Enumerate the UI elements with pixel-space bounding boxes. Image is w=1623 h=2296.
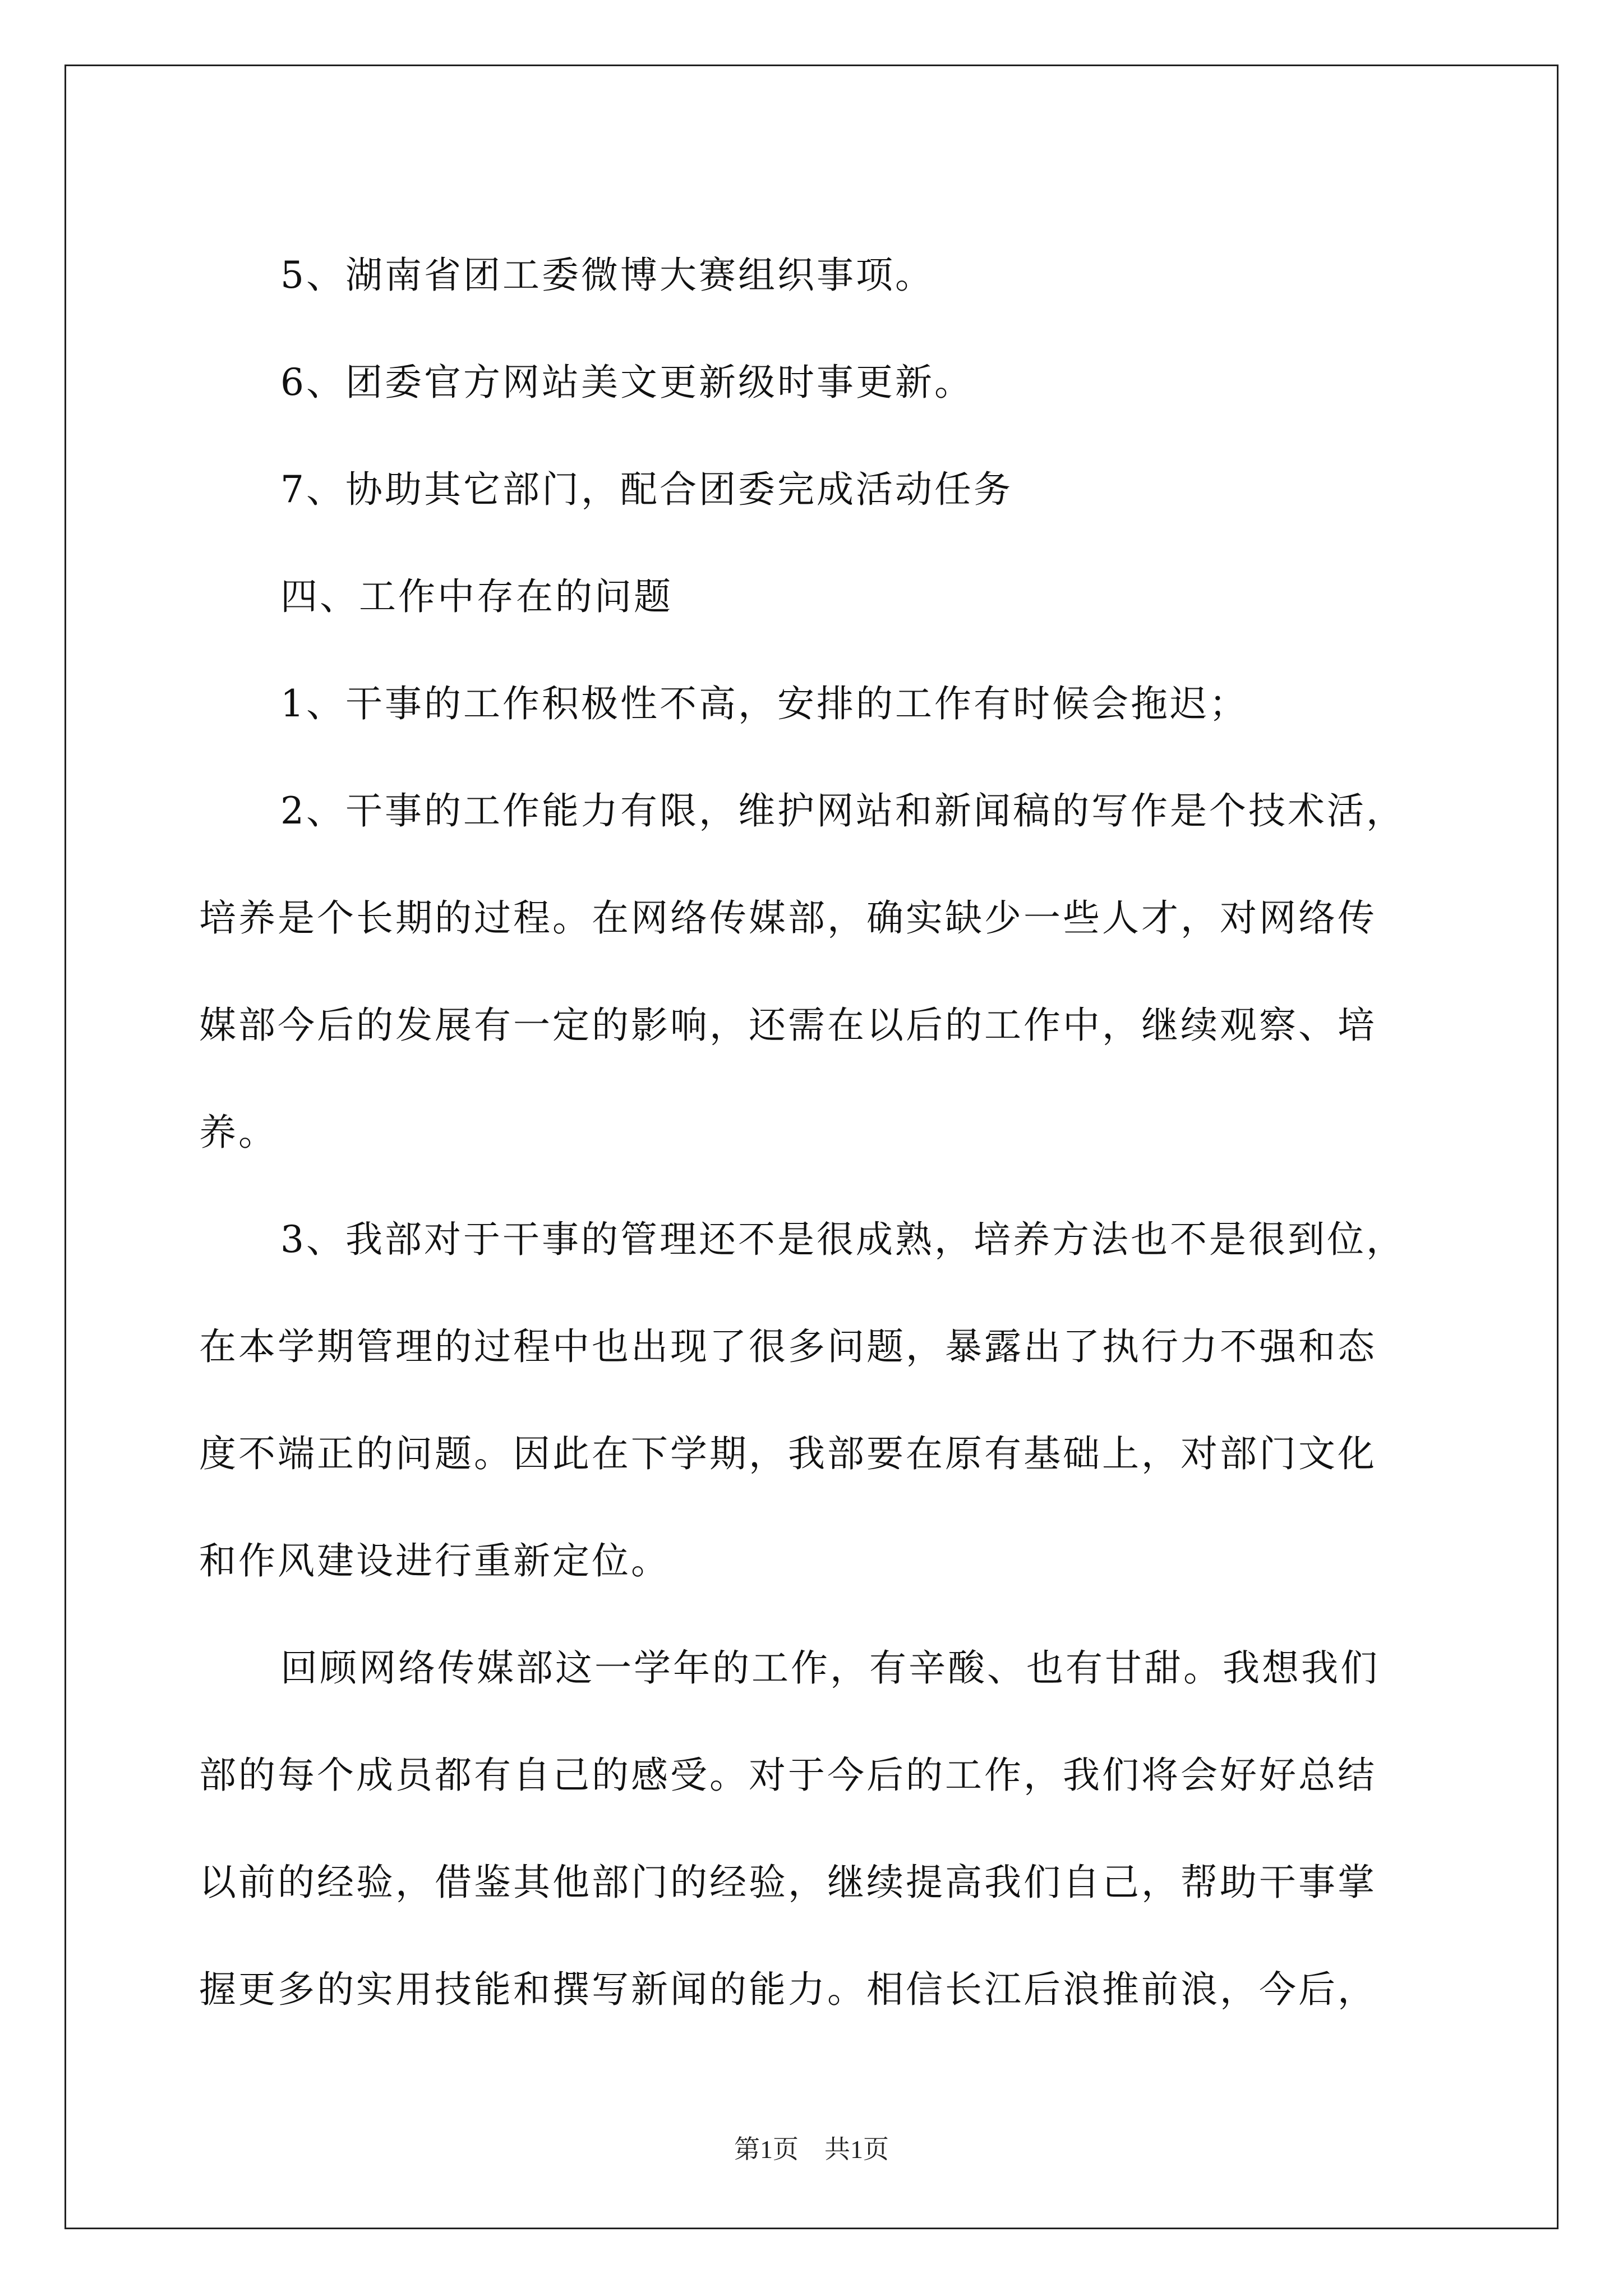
paragraph-item-7 <box>199 436 1433 543</box>
text-line: 在本学期管理的过程中也出现了很多问题，暴露出了执行力不强和态 <box>199 1325 1377 1368</box>
text-line: 7、协助其它部门，配合团委完成活动任务 <box>280 468 1013 511</box>
paragraph-problem-2 <box>199 757 1433 1186</box>
text-line: 握更多的实用技能和撰写新闻的能力。相信长江后浪推前浪，今后， <box>199 1968 1377 2011</box>
text-line: 以前的经验，借鉴其他部门的经验，继续提高我们自己，帮助干事掌 <box>199 1861 1377 1904</box>
text-line: 1、干事的工作积极性不高，安排的工作有时候会拖迟； <box>280 682 1248 725</box>
paragraph-item-6 <box>199 329 1433 436</box>
text-line: 部的每个成员都有自己的感受。对于今后的工作，我们将会好好总结 <box>199 1754 1377 1797</box>
text-line: 四、工作中存在的问题 <box>280 575 673 618</box>
text-line: 培养是个长期的过程。在网络传媒部，确实缺少一些人才，对网络传 <box>199 896 1377 940</box>
paragraph-problem-3 <box>199 1186 1433 1614</box>
paragraph-problem-1 <box>199 650 1433 757</box>
paragraph-review <box>199 1614 1433 2043</box>
text-line: 2、干事的工作能力有限，维护网站和新闻稿的写作是个技术活， <box>280 789 1405 832</box>
text-line: 度不端正的问题。因此在下学期，我部要在原有基础上，对部门文化 <box>199 1432 1377 1475</box>
text-line: 6、团委官方网站美文更新级时事更新。 <box>280 361 974 404</box>
document-body <box>199 222 1433 2043</box>
section-heading-problems <box>199 543 1433 650</box>
text-line: 5、湖南省团工委微博大赛组织事项。 <box>280 254 934 297</box>
text-line: 回顾网络传媒部这一学年的工作，有辛酸、也有甘甜。我想我们 <box>280 1646 1380 1690</box>
text-line: 养。 <box>199 1111 278 1154</box>
page-number-footer: 第1页 共1页 <box>734 2135 889 2164</box>
text-line: 媒部今后的发展有一定的影响，还需在以后的工作中，继续观察、培 <box>199 1004 1377 1047</box>
text-line: 和作风建设进行重新定位。 <box>199 1539 670 1582</box>
text-line: 3、我部对于干事的管理还不是很成熟，培养方法也不是很到位， <box>280 1218 1405 1261</box>
paragraph-item-5 <box>199 222 1433 329</box>
